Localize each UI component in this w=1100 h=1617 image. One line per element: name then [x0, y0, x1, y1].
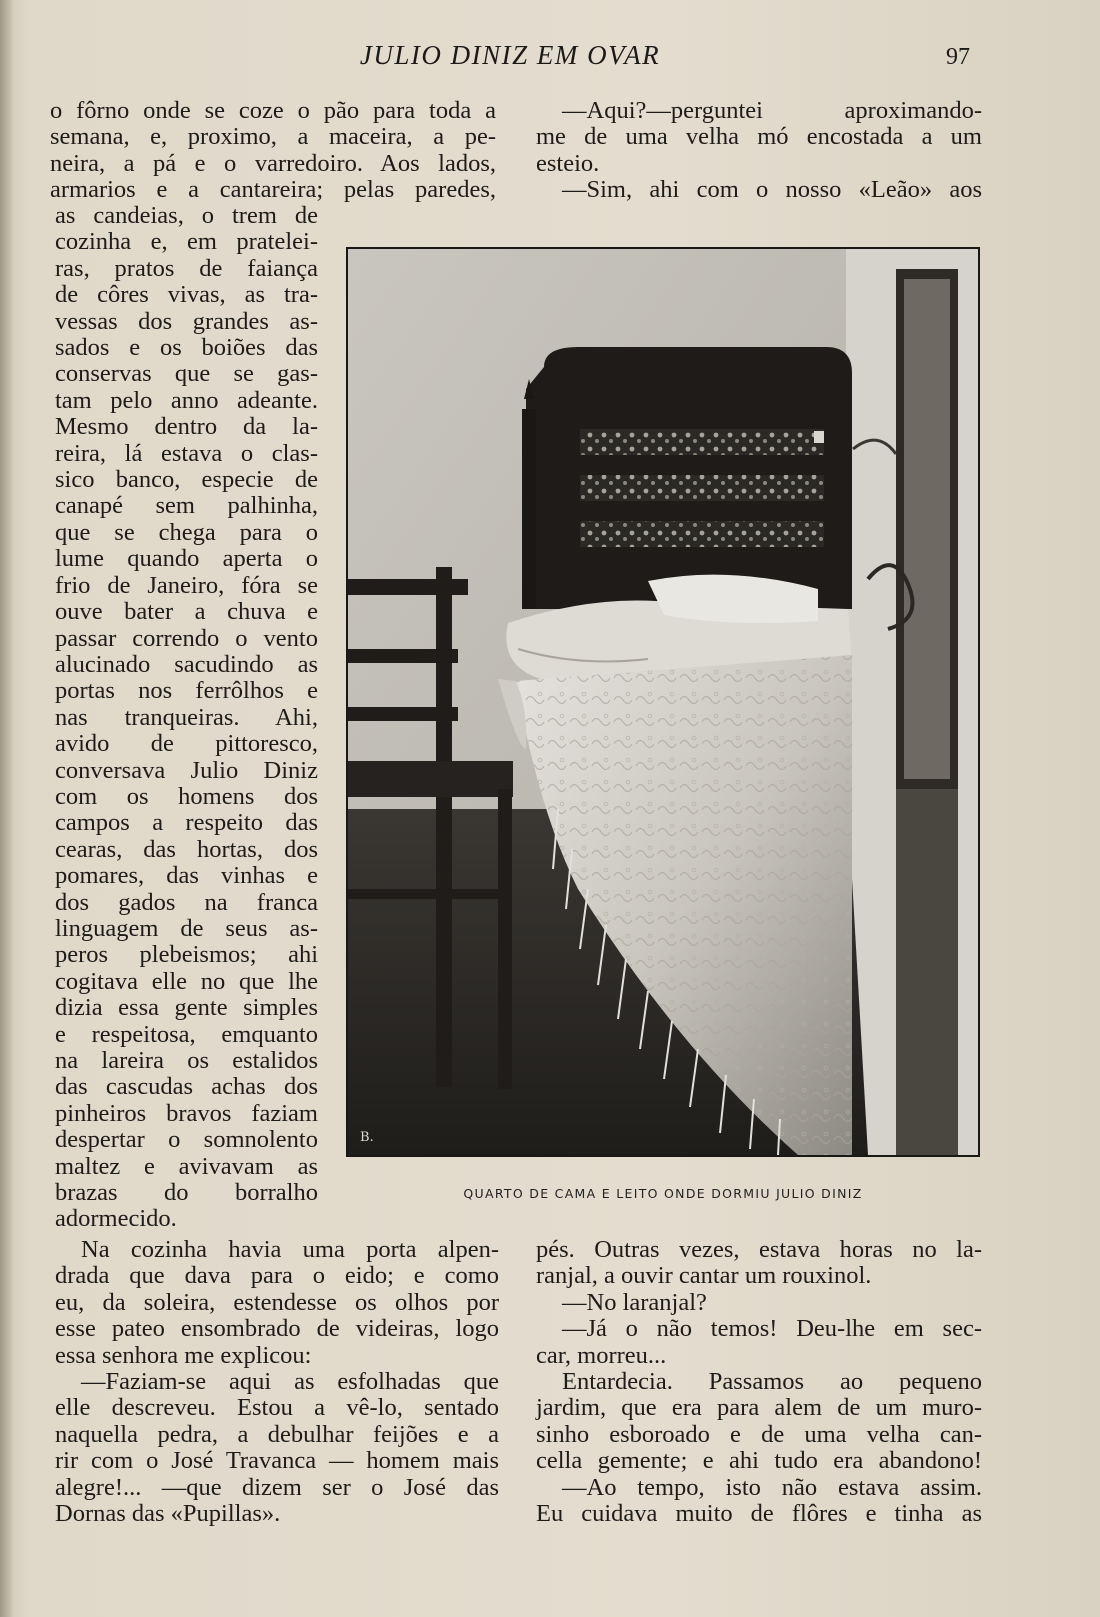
- text-line: armarios e a cantareira; pelas paredes,: [50, 176, 496, 204]
- text-line: elle descreveu. Estou a vê-lo, sentado: [55, 1394, 499, 1422]
- text-line: Mesmo dentro da la-: [55, 413, 318, 441]
- text-line: —Já o não temos! Deu-lhe em sec-: [562, 1315, 982, 1343]
- text-line: cozinha e, em pratelei-: [55, 228, 318, 256]
- text-line: de côres vivas, as tra-: [55, 281, 318, 309]
- text-line: —Sim, ahi com o nosso «Leão» aos: [562, 176, 982, 204]
- text-line: e respeitosa, emquanto: [55, 1020, 318, 1048]
- text-line: maltez e avivavam as: [55, 1152, 318, 1180]
- text-line: tam pelo anno adeante.: [55, 386, 318, 414]
- text-line: Dornas das «Pupillas».: [55, 1500, 281, 1528]
- text-line: cogitava elle no que lhe: [55, 967, 318, 995]
- text-line: passar correndo o vento: [55, 624, 318, 652]
- text-line: com os homens dos: [55, 782, 318, 810]
- text-line: essa senhora me explicou:: [55, 1341, 312, 1369]
- text-line: drada que dava para o eido; e como: [55, 1262, 499, 1290]
- text-line: rir com o José Travanca — homem mais: [55, 1447, 499, 1475]
- left-column-top-text: [50, 98, 496, 204]
- text-line: —No laranjal?: [562, 1288, 707, 1316]
- page-number: 97: [946, 44, 970, 70]
- text-line: alucinado sacudindo as: [55, 650, 318, 678]
- photo-caption: QUARTO DE CAMA E LEITO ONDE DORMIU JULIO DINIZ: [463, 1186, 863, 1201]
- text-line: linguagem de seus as-: [55, 914, 318, 942]
- text-line: Entardecia. Passamos ao pequeno: [562, 1368, 982, 1396]
- gutter-shadow: [0, 0, 14, 1617]
- text-line: cella gemente; e ahi tudo era abandono!: [536, 1447, 982, 1475]
- text-line: eu, da soleira, estendesse os olhos por: [55, 1288, 499, 1316]
- text-line: naquella pedra, a debulhar feijões e a: [55, 1420, 499, 1448]
- text-line: dos gados na franca: [55, 888, 318, 916]
- text-line: das cascudas achas dos: [55, 1073, 318, 1101]
- engraver-mark: B.: [360, 1130, 374, 1145]
- right-column-top-text: [536, 98, 982, 204]
- text-line: que se chega para o: [55, 518, 318, 546]
- right-column-bottom-text: [536, 1237, 982, 1527]
- text-line: canapé sem palhinha,: [55, 492, 318, 520]
- text-line: semana, e, proximo, a maceira, a pe-: [50, 123, 496, 151]
- text-line: sinho esboroado e de uma velha can-: [536, 1420, 982, 1448]
- text-line: sico banco, especie de: [55, 466, 318, 494]
- text-line: alegre!... —que dizem ser o José das: [55, 1473, 499, 1501]
- text-line: —Ao tempo, isto não estava assim.: [562, 1473, 982, 1501]
- text-line: ras, pratos de faiança: [55, 254, 318, 282]
- text-line: sados e os boiões das: [55, 334, 318, 362]
- text-line: car, morreu...: [536, 1341, 667, 1369]
- text-line: neira, a pá e o varredoiro. Aos lados,: [50, 149, 496, 177]
- text-line: me de uma velha mó encostada a um: [536, 123, 982, 151]
- text-line: —Aqui?—perguntei aproximando-: [562, 97, 982, 124]
- text-line: avido de pittoresco,: [55, 730, 318, 758]
- bedroom-photo-illustration: [348, 249, 978, 1155]
- text-line: adormecido.: [55, 1205, 177, 1233]
- text-line: pés. Outras vezes, estava horas no la-: [536, 1236, 982, 1263]
- text-line: jardim, que era para alem de um muro-: [536, 1394, 982, 1422]
- text-line: reira, lá estava o clas-: [55, 439, 318, 467]
- text-line: ranjal, a ouvir cantar um rouxinol.: [536, 1262, 872, 1290]
- text-line: peros plebeismos; ahi: [55, 941, 318, 969]
- text-line: conservas que se gas-: [55, 360, 318, 388]
- text-line: brazas do borralho: [55, 1179, 318, 1207]
- text-line: Na cozinha havia uma porta alpen-: [81, 1236, 499, 1263]
- left-column-bottom-text: [55, 1237, 499, 1527]
- left-column-narrow-text: [55, 203, 318, 1233]
- text-line: campos a respeito das: [55, 809, 318, 837]
- text-line: nas tranqueiras. Ahi,: [55, 703, 318, 731]
- text-line: pinheiros bravos faziam: [55, 1099, 318, 1127]
- text-line: o fôrno onde se coze o pão para toda a: [50, 97, 496, 124]
- text-line: na lareira os estalidos: [55, 1047, 318, 1074]
- text-line: portas nos ferrôlhos e: [55, 677, 318, 705]
- bedroom-photograph: [346, 247, 980, 1157]
- text-line: despertar o somnolento: [55, 1126, 318, 1154]
- text-line: esse pateo ensombrado de videiras, logo: [55, 1315, 499, 1343]
- running-title: JULIO DINIZ EM OVAR: [359, 40, 661, 70]
- text-line: as candeias, o trem de: [55, 202, 318, 229]
- text-line: vessas dos grandes as-: [55, 307, 318, 335]
- text-line: cearas, das hortas, dos: [55, 835, 318, 863]
- text-line: Eu cuidava muito de flôres e tinha as: [536, 1500, 982, 1528]
- text-line: conversava Julio Diniz: [55, 756, 318, 784]
- text-line: pomares, das vinhas e: [55, 862, 318, 890]
- text-line: dizia essa gente simples: [55, 994, 318, 1022]
- text-line: lume quando aperta o: [55, 545, 318, 573]
- text-line: ouve bater a chuva e: [55, 598, 318, 626]
- text-line: frio de Janeiro, fóra se: [55, 571, 318, 599]
- text-line: —Faziam-se aqui as esfolhadas que: [81, 1368, 499, 1396]
- text-line: esteio.: [536, 149, 600, 177]
